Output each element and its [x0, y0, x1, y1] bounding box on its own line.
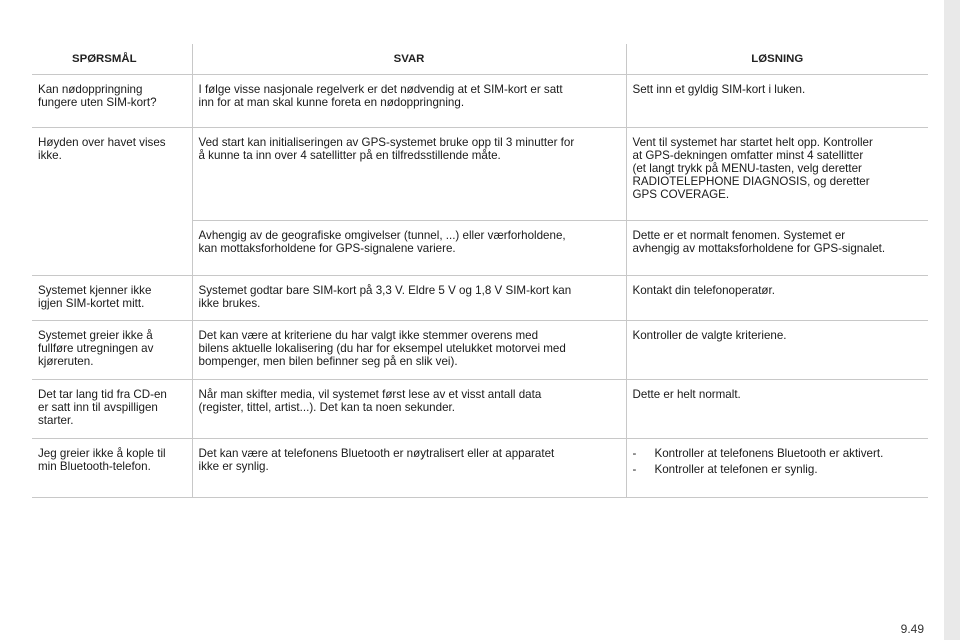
question-cell: Det tar lang tid fra CD-en er satt inn til avspilligen starter. — [32, 380, 192, 439]
answer-cell: Avhengig av de geografiske omgivelser (tunnel, ...) eller værforholdene, kan mottaksforholdene for GPS-signalene variere. — [192, 221, 626, 276]
solution-cell: Dette er helt normalt. — [626, 380, 928, 439]
header-row — [32, 44, 928, 75]
solution-cell: Sett inn et gyldig SIM-kort i luken. — [626, 75, 928, 128]
table-row — [32, 439, 928, 498]
table-row — [32, 75, 928, 128]
table-row — [32, 276, 928, 321]
question-cell: Høyden over havet vises ikke. — [32, 128, 192, 276]
answer-cell: Når man skifter media, vil systemet først lese av et visst antall data (register, tittel, artist...). Det kan ta noen sekunder. — [192, 380, 626, 439]
solution-list — [633, 447, 923, 476]
question-cell: Systemet greier ikke å fullføre utregningen av kjøreruten. — [32, 321, 192, 380]
solution-cell — [626, 439, 928, 498]
list-item: - Kontroller at telefonen er synlig. — [632, 463, 818, 476]
answer-cell: Det kan være at kriteriene du har valgt ikke stemmer overens med bilens aktuelle lokalisering (du har for eksempel utelukket motorvei med bompenger, men bilen befinner seg på en slik vei). — [192, 321, 626, 380]
table-row — [32, 128, 928, 221]
page-number: 9.49 — [900, 622, 924, 636]
list-item: - Kontroller at telefonens Bluetooth er aktivert. — [632, 447, 884, 460]
table-row — [32, 380, 928, 439]
solution-cell: Vent til systemet har startet helt opp. Kontroller at GPS-dekningen omfatter minst 4 satellitter (et langt trykk på MENU-tasten, velg deretter RADIOTELEPHONE DIAGNOSIS, og deretter GPS COVERAGE. — [626, 128, 928, 221]
answer-cell: Det kan være at telefonens Bluetooth er nøytralisert eller at apparatet ikke er synlig. — [192, 439, 626, 498]
solution-cell: Dette er et normalt fenomen. Systemet er avhengig av mottaksforholdene for GPS-signalet. — [626, 221, 928, 276]
answer-cell: I følge visse nasjonale regelverk er det nødvendig at et SIM-kort er satt inn for at man skal kunne foreta en nødoppringning. — [192, 75, 626, 128]
question-cell: Systemet kjenner ikke igjen SIM-kortet mitt. — [32, 276, 192, 321]
solution-cell: Kontroller de valgte kriteriene. — [626, 321, 928, 380]
question-cell: Kan nødoppringning fungere uten SIM-kort? — [32, 75, 192, 128]
header-answer: SVAR — [192, 44, 626, 75]
solution-cell: Kontakt din telefonoperatør. — [626, 276, 928, 321]
answer-cell: Ved start kan initialiseringen av GPS-systemet bruke opp til 3 minutter for å kunne ta inn over 4 satellitter på en tilfredsstillende måte. — [192, 128, 626, 221]
header-solution: LØSNING — [626, 44, 928, 75]
answer-cell: Systemet godtar bare SIM-kort på 3,3 V. Eldre 5 V og 1,8 V SIM-kort kan ikke brukes. — [192, 276, 626, 321]
faq-table — [32, 44, 928, 498]
page-edge — [944, 0, 960, 640]
question-cell: Jeg greier ikke å kople til min Bluetooth-telefon. — [32, 439, 192, 498]
table-row — [32, 321, 928, 380]
header-question: SPØRSMÅL — [32, 44, 192, 75]
